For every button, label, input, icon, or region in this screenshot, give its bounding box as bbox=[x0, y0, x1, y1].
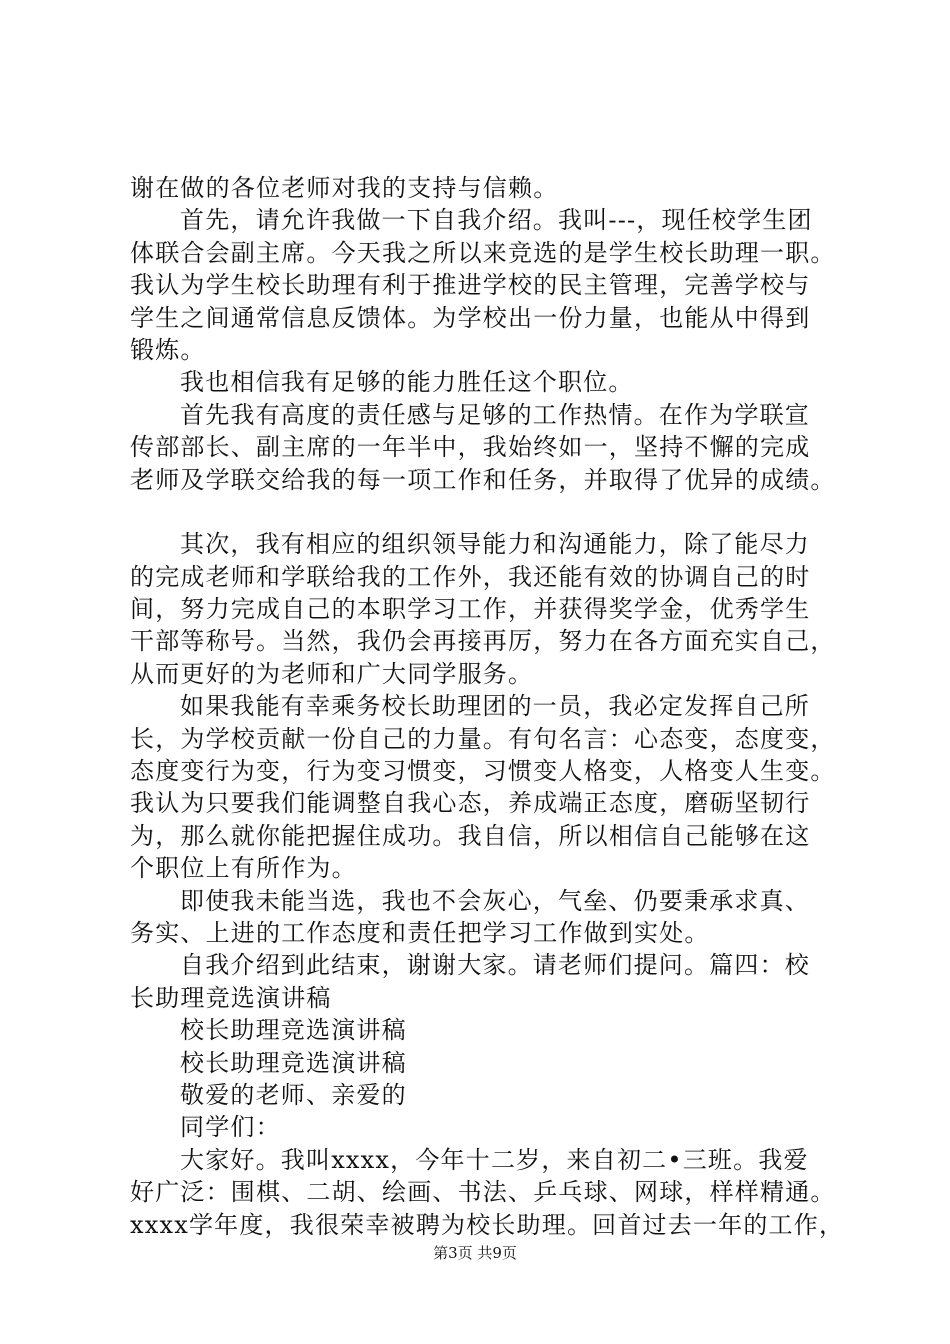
text-line: 校长助理竞选演讲稿 bbox=[180, 1048, 407, 1077]
text-line: 如果我能有幸乘务校长助理团的一员，我必定发挥自己所 bbox=[180, 692, 810, 721]
text-line: 即使我未能当选，我也不会灰心，气垒、仍要秉承求真、 bbox=[180, 886, 810, 915]
text-line: 个职位上有所作为。 bbox=[130, 854, 357, 883]
text-line: 敬爱的老师、亲爱的 bbox=[180, 1080, 407, 1109]
text-line: 态度变行为变，行为变习惯变，习惯变人格变，人格变人生变。 bbox=[130, 757, 836, 786]
text-line: 务实、上进的工作态度和责任把学习工作做到实处。 bbox=[130, 918, 710, 947]
text-line: 学生之间通常信息反馈体。为学校出一份力量，也能从中得到 bbox=[130, 303, 811, 332]
text-line: 老师及学联交给我的每一项工作和任务，并取得了优异的成绩。 bbox=[130, 465, 836, 494]
text-line: 首先，请允许我做一下自我介绍。我叫---，现任校学生团 bbox=[180, 206, 813, 235]
text-line: 自我介绍到此结束，谢谢大家。请老师们提问。篇四：校 bbox=[180, 951, 810, 980]
text-line: 其次，我有相应的组织领导能力和沟通能力，除了能尽力 bbox=[180, 530, 810, 559]
text-line: 长助理竞选演讲稿 bbox=[130, 983, 332, 1012]
text-line: 我也相信我有足够的能力胜任这个职位。 bbox=[180, 368, 634, 397]
body-text bbox=[130, 172, 845, 1241]
paragraph-gap bbox=[130, 496, 842, 528]
text-line: 大家好。我叫xxxx，今年十二岁，来自初二•三班。我爱 bbox=[180, 1145, 809, 1174]
text-line: 好广泛：围棋、二胡、绘画、书法、乒乓球、网球，样样精通。 bbox=[130, 1178, 836, 1207]
text-line: 为，那么就你能把握住成功。我自信，所以相信自己能够在这 bbox=[130, 821, 811, 850]
text-line: 的完成老师和学联给我的工作外，我还能有效的协调自己的时 bbox=[130, 562, 811, 591]
text-line: xxxx学年度，我很荣幸被聘为校长助理。回首过去一年的工作， bbox=[130, 1210, 845, 1239]
text-line: 长，为学校贡献一份自己的力量。有句名言：心态变，态度变， bbox=[130, 724, 836, 753]
text-line: 体联合会副主席。今天我之所以来竞选的是学生校长助理一职。 bbox=[130, 238, 836, 267]
text-line: 首先我有高度的责任感与足够的工作热情。在作为学联宣 bbox=[180, 400, 810, 429]
text-line: 校长助理竞选演讲稿 bbox=[180, 1016, 407, 1045]
text-line: 间，努力完成自己的本职学习工作，并获得奖学金，优秀学生 bbox=[130, 595, 811, 624]
text-line: 干部等称号。当然，我仍会再接再厉，努力在各方面充实自己， bbox=[130, 627, 836, 656]
text-line: 我认为只要我们能调整自我心态，养成端正态度，磨砺坚韧行 bbox=[130, 789, 811, 818]
page-footer: 第3页 共9页 bbox=[433, 1244, 517, 1262]
text-line: 谢在做的各位老师对我的支持与信赖。 bbox=[130, 174, 559, 202]
text-line: 我认为学生校长助理有利于推进学校的民主管理，完善学校与 bbox=[130, 271, 811, 300]
text-line: 同学们： bbox=[180, 1113, 281, 1142]
text-line: 传部部长、副主席的一年半中，我始终如一，坚持不懈的完成 bbox=[130, 433, 811, 462]
text-line: 锻炼。 bbox=[130, 335, 206, 364]
text-line: 从而更好的为老师和广大同学服务。 bbox=[130, 659, 534, 688]
